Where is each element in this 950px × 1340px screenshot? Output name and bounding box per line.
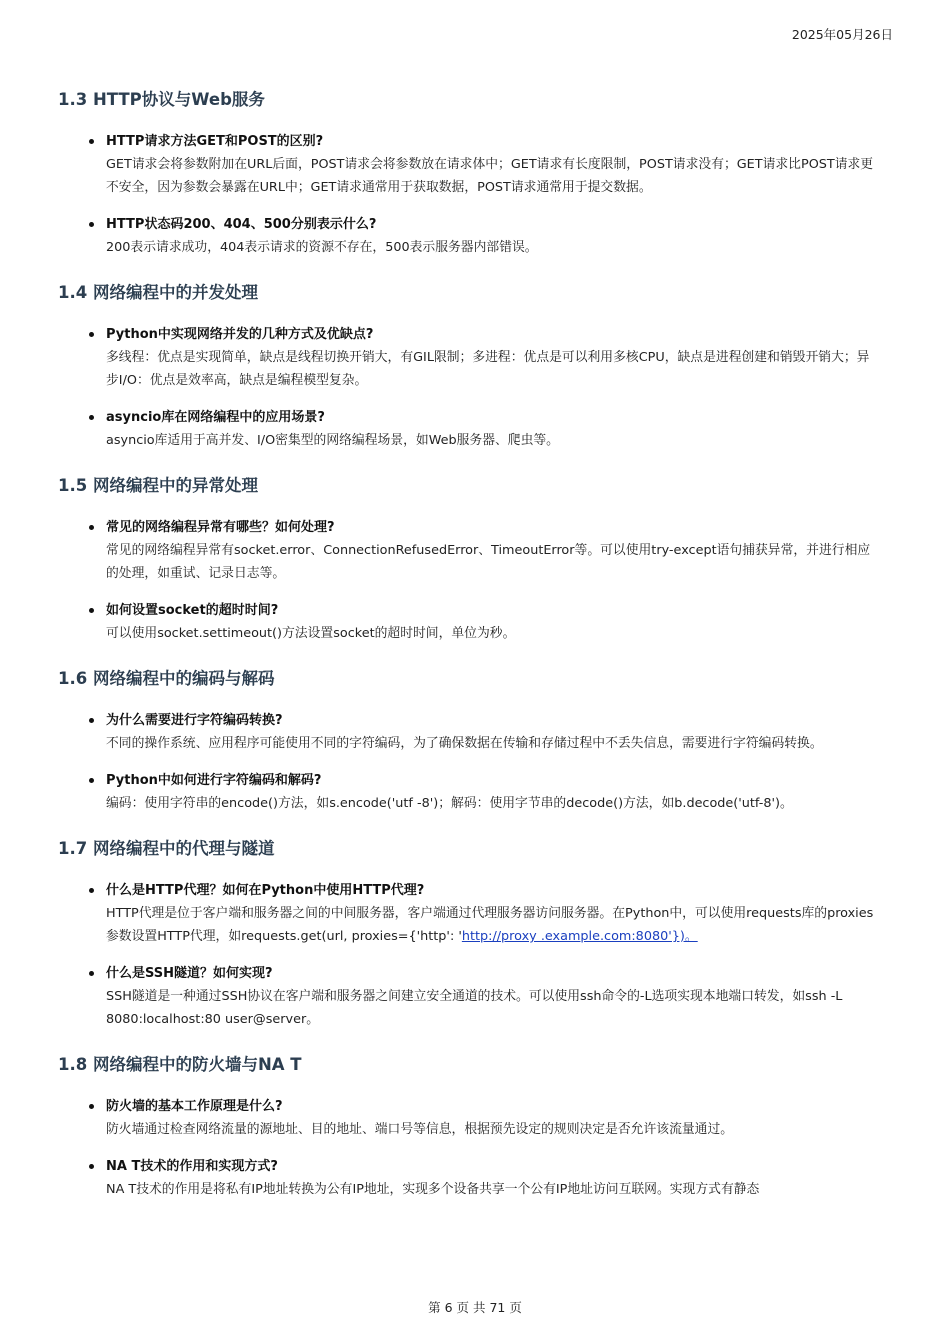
section-proxy bbox=[58, 837, 878, 1031]
section-exceptions bbox=[58, 474, 878, 645]
question-text: HTTP请求方法GET和POST的区别? bbox=[106, 134, 324, 149]
qa-list bbox=[58, 710, 878, 815]
answer-text: GET请求会将参数附加在URL后面，POST请求会将参数放在请求体中；GET请求有长度限制，POST请求没有；GET请求比POST请求更不安全，因为参数会暴露在URL中；GET请求通常用于获取数据，POST请求通常用于提交数据。 bbox=[106, 157, 874, 195]
list-item bbox=[58, 131, 878, 199]
section-firewall-nat bbox=[58, 1053, 878, 1201]
list-item bbox=[58, 1156, 878, 1201]
list-item bbox=[58, 600, 878, 645]
list-item bbox=[58, 880, 878, 948]
answer-text: SSH隧道是一种通过SSH协议在客户端和服务器之间建立安全通道的技术。可以使用ssh命令的-L选项实现本地端口转发，如ssh -L 8080:localhost:80 user@server。 bbox=[106, 989, 843, 1027]
answer-text: 200表示请求成功，404表示请求的资源不存在，500表示服务器内部错误。 bbox=[106, 240, 538, 255]
answer-text: 不同的操作系统、应用程序可能使用不同的字符编码，为了确保数据在传输和存储过程中不丢失信息，需要进行字符编码转换。 bbox=[106, 736, 823, 751]
question-text: Python中如何进行字符编码和解码? bbox=[106, 773, 322, 788]
list-item bbox=[58, 407, 878, 452]
answer-text: 常见的网络编程异常有socket.error、ConnectionRefusedError、TimeoutError等。可以使用try-except语句捕获异常，并进行相应的处理，如重试、记录日志等。 bbox=[106, 543, 871, 581]
qa-list bbox=[58, 1096, 878, 1201]
question-text: 如何设置socket的超时时间? bbox=[106, 603, 279, 618]
list-item bbox=[58, 770, 878, 815]
question-text: HTTP状态码200、404、500分别表示什么? bbox=[106, 217, 377, 232]
section-http bbox=[58, 88, 878, 259]
question-text: 常见的网络编程异常有哪些？如何处理? bbox=[106, 520, 335, 535]
answer-text: NA T技术的作用是将私有IP地址转换为公有IP地址，实现多个设备共享一个公有IP地址访问互联网。实现方式有静态 bbox=[106, 1182, 760, 1197]
answer-text bbox=[106, 902, 878, 948]
section-title: 1.3 HTTP协议与Web服务 bbox=[58, 90, 265, 109]
section-title: 1.6 网络编程中的编码与解码 bbox=[58, 669, 275, 688]
section-concurrency bbox=[58, 281, 878, 452]
list-item bbox=[58, 710, 878, 755]
question-text: 什么是SSH隧道？如何实现? bbox=[106, 966, 273, 981]
list-item bbox=[58, 963, 878, 1031]
qa-list bbox=[58, 880, 878, 1031]
answer-text: asyncio库适用于高并发、I/O密集型的网络编程场景，如Web服务器、爬虫等。 bbox=[106, 433, 559, 448]
proxy-url-link[interactable]: http://proxy .example.com:8080'})。 bbox=[461, 929, 698, 944]
answer-text: 编码：使用字符串的encode()方法，如s.encode('utf -8')；解码：使用字节串的decode()方法，如b.decode('utf-8')。 bbox=[106, 796, 793, 811]
question-text: 防火墙的基本工作原理是什么? bbox=[106, 1099, 283, 1114]
answer-text-prefix: HTTP代理是位于客户端和服务器之间的中间服务器，客户端通过代理服务器访问服务器。在Python中，可以使用requests库的proxies参数设置HTTP代理，如requests.get(url, proxies={'http': ' bbox=[106, 906, 874, 944]
question-text: 为什么需要进行字符编码转换? bbox=[106, 713, 283, 728]
question-text: NA T技术的作用和实现方式? bbox=[106, 1159, 278, 1174]
question-text: Python中实现网络并发的几种方式及优缺点? bbox=[106, 327, 374, 342]
page-number: 第 6 页 共 71 页 bbox=[428, 1300, 522, 1315]
list-item bbox=[58, 517, 878, 585]
question-text: 什么是HTTP代理？如何在Python中使用HTTP代理? bbox=[106, 883, 425, 898]
section-title: 1.5 网络编程中的异常处理 bbox=[58, 476, 258, 495]
question-text: asyncio库在网络编程中的应用场景? bbox=[106, 410, 325, 425]
answer-text: 可以使用socket.settimeout()方法设置socket的超时时间，单位为秒。 bbox=[106, 626, 516, 641]
list-item bbox=[58, 214, 878, 259]
qa-list bbox=[58, 324, 878, 452]
qa-list bbox=[58, 517, 878, 645]
section-title: 1.4 网络编程中的并发处理 bbox=[58, 283, 258, 302]
answer-text: 多线程：优点是实现简单，缺点是线程切换开销大，有GIL限制；多进程：优点是可以利用多核CPU，缺点是进程创建和销毁开销大；异步I/O：优点是效率高，缺点是编程模型复杂。 bbox=[106, 350, 870, 388]
section-title: 1.8 网络编程中的防火墙与NA T bbox=[58, 1055, 302, 1074]
list-item bbox=[58, 1096, 878, 1141]
document-body bbox=[58, 88, 878, 1223]
list-item bbox=[58, 324, 878, 392]
section-encoding bbox=[58, 667, 878, 815]
qa-list bbox=[58, 131, 878, 259]
section-title: 1.7 网络编程中的代理与隧道 bbox=[58, 839, 275, 858]
answer-text: 防火墙通过检查网络流量的源地址、目的地址、端口号等信息，根据预先设定的规则决定是否允许该流量通过。 bbox=[106, 1122, 734, 1137]
page-date: 2025年05月26日 bbox=[791, 27, 893, 42]
